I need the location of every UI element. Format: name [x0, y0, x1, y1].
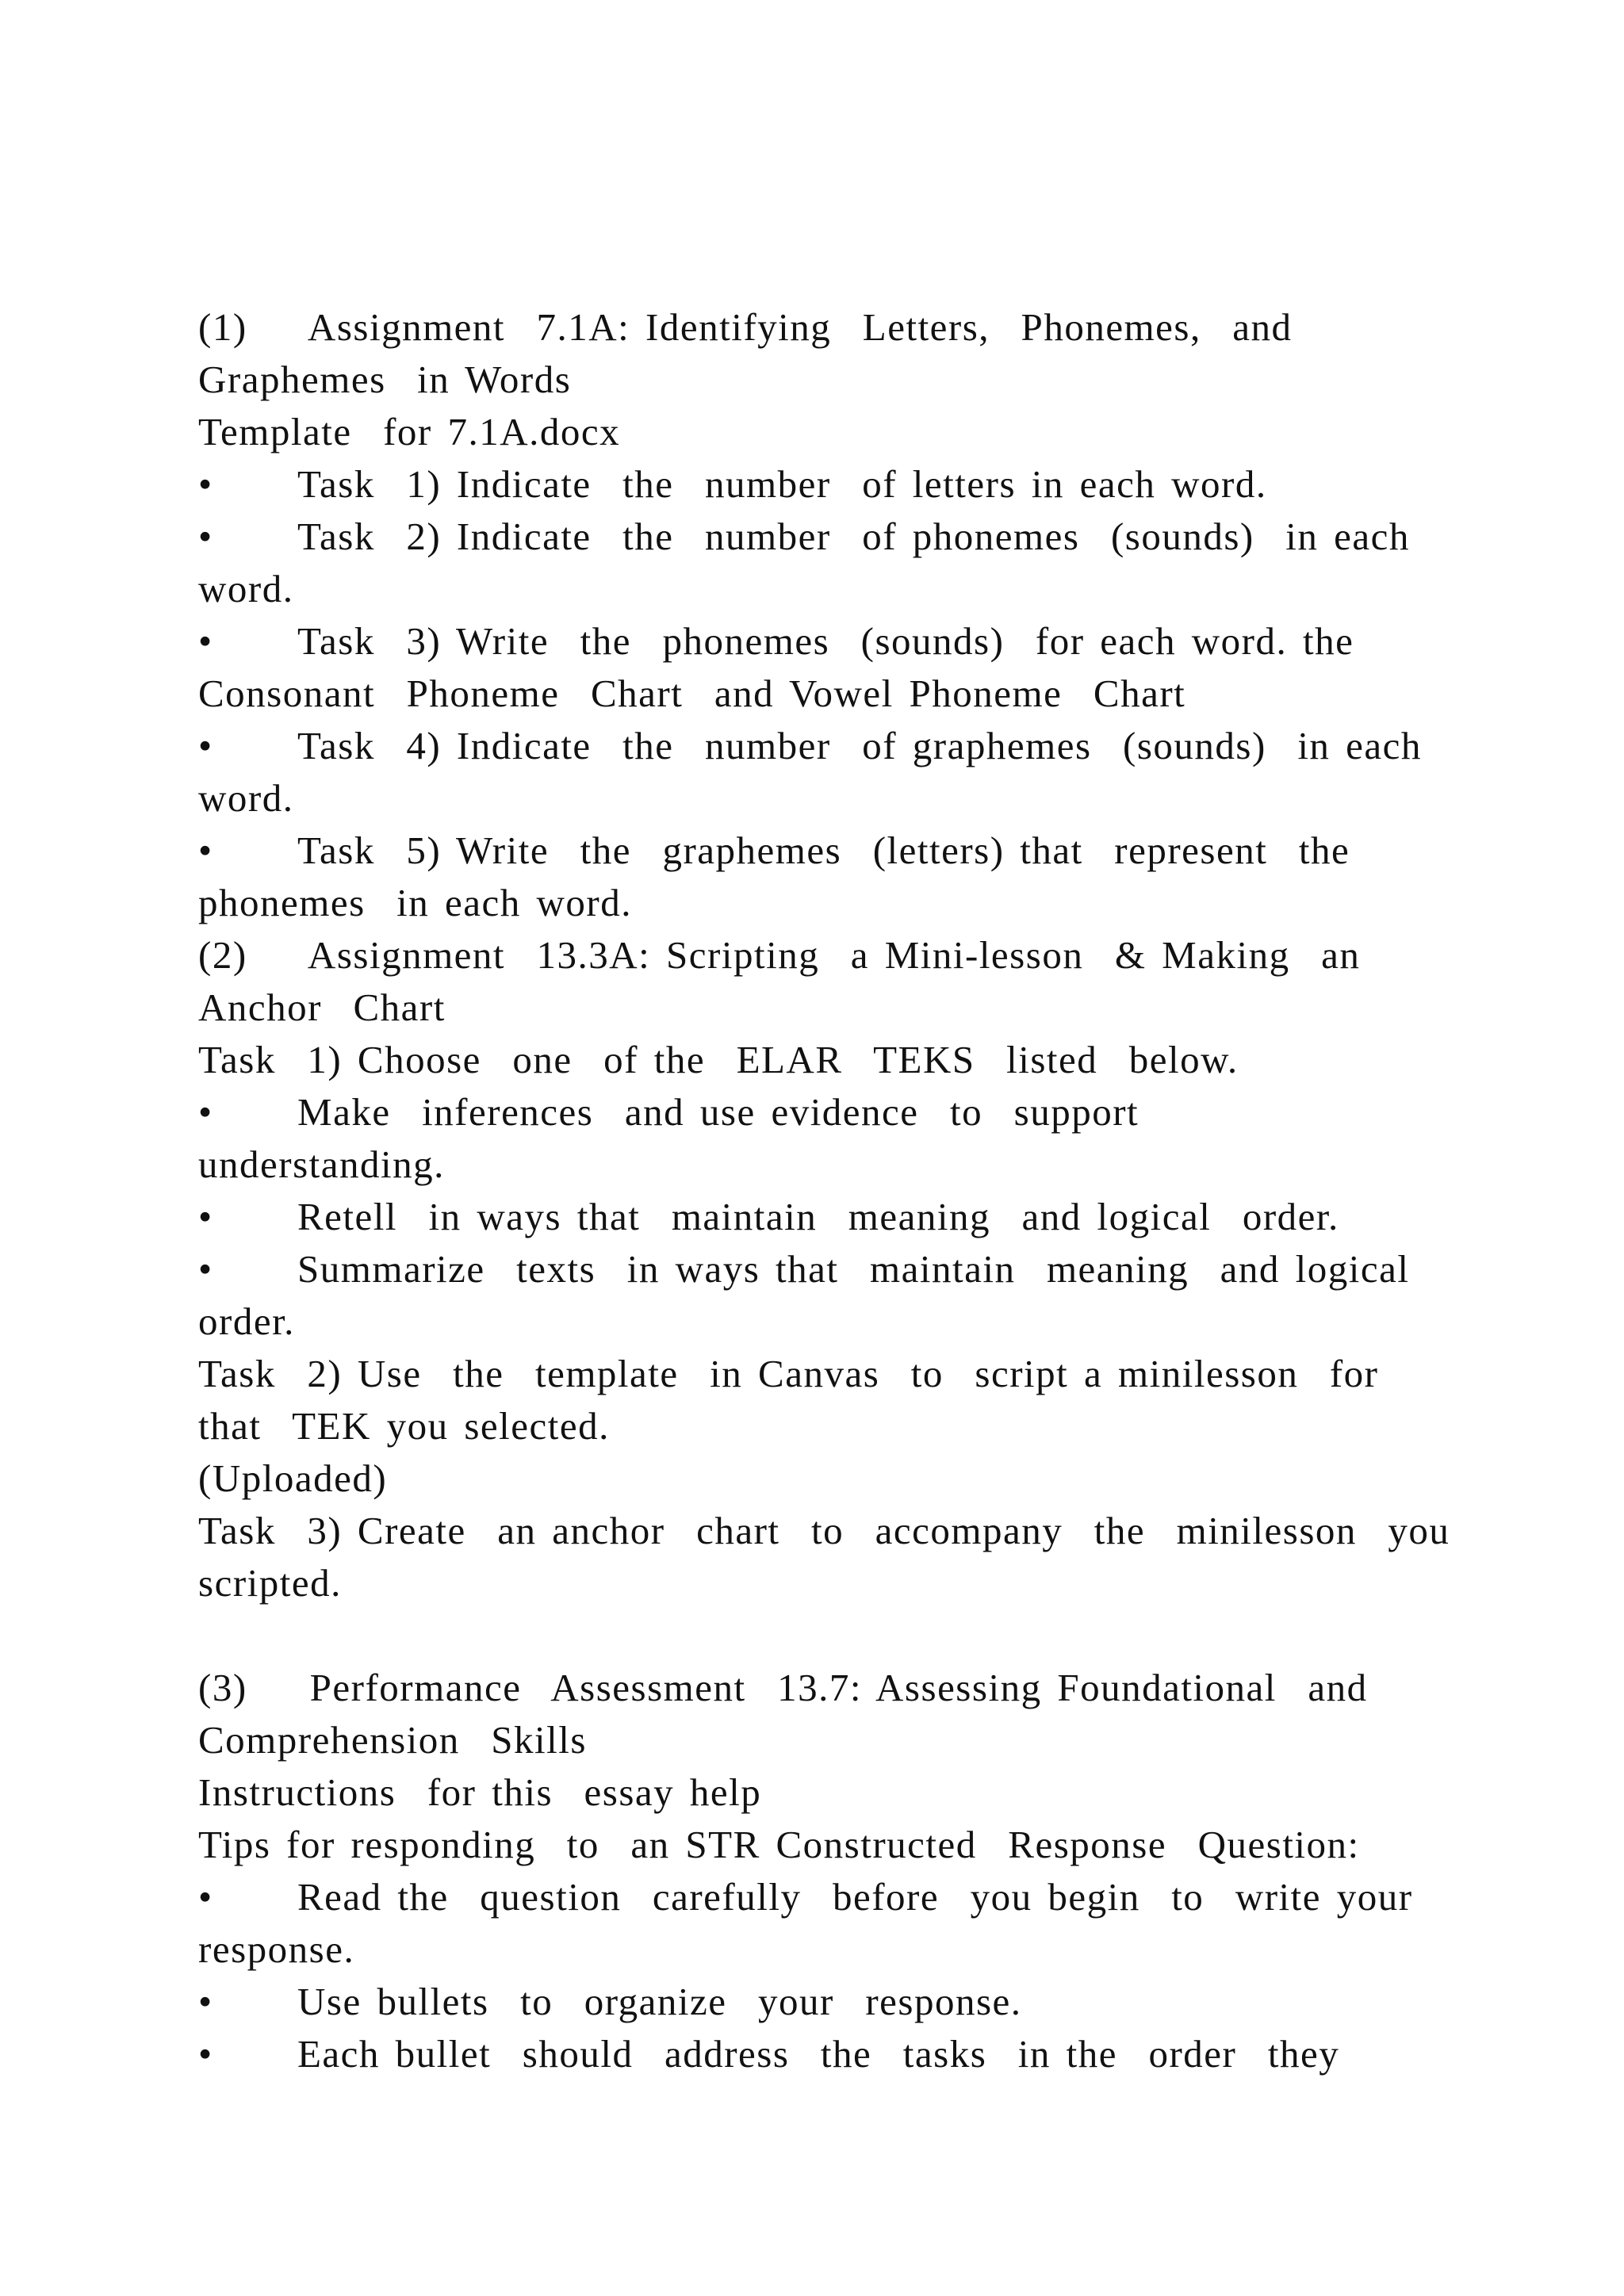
text-line: Consonant Phoneme Chart and Vowel Phoneme Chart: [198, 672, 1186, 715]
bullet-item: [198, 1976, 1451, 2028]
text-line: (Uploaded): [198, 1456, 388, 1500]
text-line: that TEK you selected.: [198, 1404, 610, 1448]
bullet-text: Task 1) Indicate the number of letters in each word.: [297, 462, 1267, 506]
bullet-item: [198, 511, 1451, 563]
bullet-marker: •: [198, 1090, 213, 1134]
text-line: Graphemes in Words: [198, 358, 572, 401]
text-line: Task 1) Choose one of the ELAR TEKS listed below.: [198, 1038, 1239, 1081]
bullet-item: [198, 720, 1451, 772]
bullet-item: [198, 615, 1451, 668]
bullet-item: [198, 1243, 1451, 1295]
text-line: order.: [198, 1299, 295, 1343]
bullet-marker: •: [198, 515, 213, 558]
bullet-marker: •: [198, 462, 213, 506]
text-line: (1) Assignment 7.1A: Identifying Letters, Phonemes, and: [198, 305, 1293, 349]
bullet-item: [198, 1191, 1451, 1243]
bullet-marker: •: [198, 1247, 213, 1291]
bullet-text: Summarize texts in ways that maintain meaning and logical: [297, 1247, 1410, 1291]
document-page: [198, 301, 1451, 2080]
text-line: understanding.: [198, 1142, 445, 1186]
bullet-text: Task 2) Indicate the number of phonemes (sounds) in each: [297, 515, 1410, 558]
bullet-text: Use bullets to organize your response.: [297, 1980, 1022, 2023]
bullet-item: [198, 1871, 1451, 1923]
text-line: Tips for responding to an STR Constructed Response Question:: [198, 1823, 1360, 1866]
bullet-marker: •: [198, 1875, 213, 1919]
bullet-marker: •: [198, 828, 213, 872]
text-line: word.: [198, 567, 294, 610]
text-line: Template for 7.1A.docx: [198, 410, 621, 453]
text-line: word.: [198, 776, 294, 820]
bullet-marker: •: [198, 724, 213, 767]
bullet-item: [198, 2028, 1451, 2080]
bullet-text: Retell in ways that maintain meaning and logical order.: [297, 1195, 1339, 1238]
bullet-item: [198, 458, 1451, 511]
bullet-marker: •: [198, 1980, 213, 2023]
text-line: Task 3) Create an anchor chart to accompany the minilesson you: [198, 1509, 1450, 1552]
bullet-item: [198, 825, 1451, 877]
text-line: Comprehension Skills: [198, 1718, 587, 1762]
text-line: (2) Assignment 13.3A: Scripting a Mini-lesson & Making an: [198, 933, 1361, 977]
bullet-marker: •: [198, 1195, 213, 1238]
bullet-text: Make inferences and use evidence to support: [297, 1090, 1139, 1134]
bullet-text: Task 3) Write the phonemes (sounds) for each word. the: [297, 619, 1354, 663]
bullet-item: [198, 1086, 1451, 1138]
text-line: phonemes in each word.: [198, 881, 632, 924]
text-line: Instructions for this essay help: [198, 1770, 762, 1814]
text-line: scripted.: [198, 1561, 342, 1605]
blank-line: [198, 1609, 1451, 1662]
bullet-marker: •: [198, 619, 213, 663]
bullet-marker: •: [198, 2032, 213, 2076]
text-line: Task 2) Use the template in Canvas to script a minilesson for: [198, 1352, 1379, 1395]
bullet-text: Task 4) Indicate the number of graphemes (sounds) in each: [297, 724, 1422, 767]
text-line: response.: [198, 1927, 355, 1971]
bullet-text: Each bullet should address the tasks in the order they: [297, 2032, 1340, 2076]
text-line: Anchor Chart: [198, 985, 446, 1029]
text-line: (3) Performance Assessment 13.7: Assessing Foundational and: [198, 1666, 1368, 1709]
bullet-text: Read the question carefully before you begin to write your: [297, 1875, 1413, 1919]
bullet-text: Task 5) Write the graphemes (letters) that represent the: [297, 828, 1350, 872]
